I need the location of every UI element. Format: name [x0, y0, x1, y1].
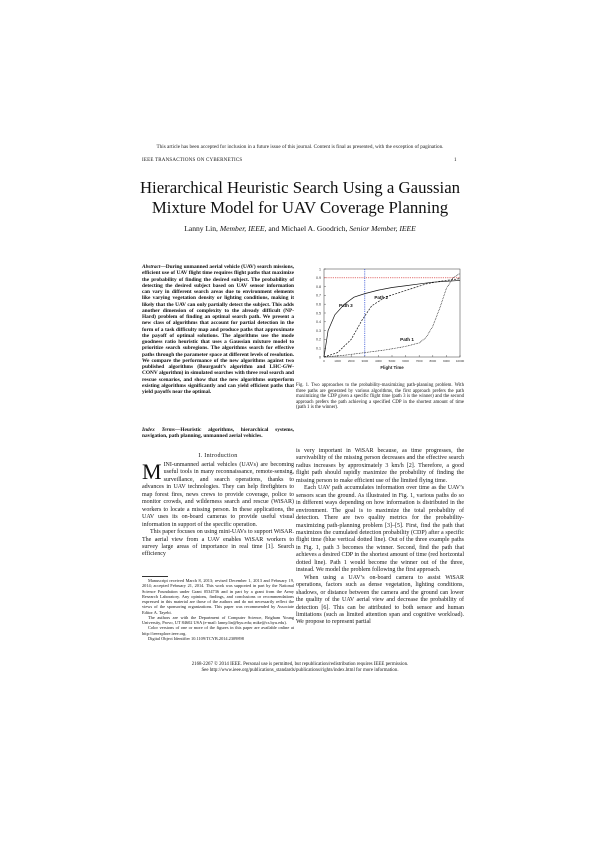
x-axis-label: Flight Time [380, 365, 404, 370]
y-tick-label: 0.2 [316, 337, 321, 342]
abstract [142, 264, 294, 395]
index-terms-lead: Index Terms [142, 427, 175, 433]
author-1: Lanny Lin, [184, 224, 218, 233]
series-label-path-2: Path 2 [374, 294, 389, 300]
x-tick-label: 5000 [388, 359, 396, 363]
abstract-body: —During unmanned aerial vehicle (UAV) search missions, efficient use of UAV flight time requires flight paths that maximize the probability of finding the desired subject. The probability of detecting the desired subject based on UAV sensor information can vary in different search areas due to environment elements like varying vegetation density or lighting conditions, making it likely that the UAV can only partially detect the subject. This adds another dimension of complexity to the already difficult (NP-Hard) problem of finding an optimal search path. We present a new class of algorithms that account for partial detection in the form of a task difficulty map and produce paths that approximate the payoff of optimal solutions. The algorithms use the mode goodness ratio heuristic that uses a Gaussian mixture model to prioritize search subregions. The algorithms search for effective paths through the parameter space at different levels of resolution. We compare the performance of the new algorithms against two published algorithms (Bourgault’s algorithm and LHC-GW-CONV algorithm) in simulated searches with three real search and rescue scenarios, and show that the new algorithms outperform existing algorithms significantly and can yield efficient paths that yield payoffs near the optimal. [142, 264, 294, 395]
paper-title [110, 178, 490, 218]
x-tick-label: 6000 [402, 359, 409, 363]
x-tick-label: 10000 [455, 359, 465, 363]
footnotes [142, 578, 294, 641]
y-tick-label: 0.8 [316, 284, 321, 289]
x-tick-label: 2000 [347, 359, 355, 363]
y-tick-label: 0.1 [316, 346, 321, 351]
right-paragraph-1: is very important in WiSAR because, as time progresses, the survivability of the missing person decreases and the effective search radius increases by approximately 3 km/h [2]. Therefore, a good flight path should rapidly maximize the probability of finding the missing person to make efficient use of the limited flying time. [296, 448, 464, 484]
y-tick-label: 0.6 [316, 302, 321, 307]
x-tick-label: 0 [323, 359, 325, 363]
right-paragraph-3: When using a UAV’s on-board camera to assist WiSAR operations, factors such as dense vegetation, lighting conditions, shadows, or distance between the camera and the ground can lower the quality of the UAV aerial view and decrease the probability of detection [6]. This can be attributed to both sensor and human limitations (such as limited attention span and cognitive workload). We propose to represent partial [296, 574, 464, 626]
copyright-line-1: 2168-2267 © 2014 IEEE. Personal use is permitted, but republication/redistribution requires IEEE permission. [191, 662, 409, 667]
intro-paragraph-1-text: INI-unmanned aerial vehicles (UAVs) are becoming useful tools in many reconnaissance, remote-sensing, surveillance, and search operations, thanks to advances in UAV technologies. They can help firefighters to map forest fires, news crews to provide coverage, police to monitor crowds, and wilderness search and rescue (WiSAR) workers to locate a missing person. In these applications, the UAV uses its on-board cameras to provide useful visual information in support of the specific operation. [142, 462, 294, 528]
footnote-rule [142, 576, 168, 577]
index-terms [142, 427, 294, 440]
chart-layer [316, 267, 465, 370]
x-tick-label: 4000 [375, 359, 382, 363]
acceptance-notice: This article has been accepted for inclusion in a future issue of this journal. Content is final as presented, with the exception of pagination. [156, 144, 444, 150]
y-tick-label: 1 [319, 267, 321, 272]
plot-frame [324, 269, 460, 357]
title-line-2: Mixture Model for UAV Coverage Planning [151, 198, 449, 217]
y-tick-label: 0.4 [316, 320, 321, 325]
copyright-notice [120, 662, 480, 674]
abstract-lead: Abstract [142, 264, 161, 270]
page-number: 1 [454, 158, 457, 163]
y-tick-label: 0 [319, 355, 321, 360]
series-line-path-1 [324, 273, 460, 357]
figure-1-caption: Fig. 1. Two approaches to the probability-maximizing path-planning problem. With three paths are generated by various algorithms, the first approach prefers the path maximizing the CDP given a specific flight time (path 3 is the winner) and the second approach prefers the path achieving a specified CDP in the shortest amount of time (path 1 is the winner). [296, 383, 464, 411]
introduction-text [142, 459, 294, 559]
author-line [110, 224, 490, 233]
author-2: Michael A. Goodrich, [281, 224, 348, 233]
x-tick-label: 8000 [429, 359, 437, 363]
index-terms-body: —Heuristic algorithms, hierarchical systems, navigation, path planning, unmanned aerial vehicles. [142, 427, 294, 440]
y-tick-label: 0.5 [316, 311, 321, 316]
footnote-affiliation: The authors are with the Department of Computer Science, Brigham Young University, Provo, UT 84602 USA (e-mail: lanny.lin@byu.edu; mike@cs.byu.edu). [142, 614, 294, 625]
journal-name: IEEE TRANSACTIONS ON CYBERNETICS [142, 158, 243, 163]
series-label-path-1: Path 1 [400, 337, 414, 343]
y-tick-label: 0.3 [316, 328, 321, 333]
author-connector: and [268, 224, 280, 233]
footnote-doi: Digital Object Identifier 10.1109/TCYB.2014.2309898 [148, 635, 244, 641]
y-tick-label: 0.9 [316, 276, 321, 281]
footnote-color: Color versions of one or more of the figures in this paper are available online at http://ieeexplore.ieee.org. [142, 625, 294, 636]
drop-cap: M [142, 459, 162, 484]
y-tick-label: 0.7 [316, 293, 321, 298]
series-line-path-2 [324, 279, 460, 357]
x-tick-label: 3000 [361, 359, 369, 363]
intro-paragraph-2: This paper focuses on using mini-UAVs to support WiSAR. The aerial view from a UAV enables WiSAR workers to survey large areas of importance in real time [1]. Search efficiency [142, 529, 294, 558]
author-2-role: Senior Member, IEEE [349, 224, 416, 233]
series-label-path-3: Path 3 [338, 302, 353, 308]
x-tick-label: 1000 [334, 359, 341, 363]
right-column-text [296, 448, 464, 627]
intro-paragraph-1 [142, 459, 294, 529]
x-tick-label: 7000 [415, 359, 423, 363]
x-tick-label: 9000 [443, 359, 450, 363]
copyright-line-2: See http://www.ieee.org/publications_standards/publications/rights/index.html for more information. [201, 668, 399, 673]
right-paragraph-2: Each UAV path accumulates information over time as the UAV’s sensors scan the ground. As illustrated in Fig. 1, various paths do so in different ways depending on how information is distributed in the environment. The goal is to maximize the total probability of detection. There are two quality metrics for the probability-maximizing path-planning problem [3]–[5]. First, find the path that maximizes the cumulated detection probability (CDP) after a specific flight time (blue vertical dotted line). Out of the three example paths in Fig. 1, path 3 becomes the winner. Second, find the path that achieves a desired CDP in the shortest amount of time (red horizontal dotted line). Path 1 would become the winner out of the three, instead. We model the problem following the first approach. [296, 485, 464, 574]
footnote-manuscript: Manuscript received March 8, 2013; revised December 1, 2013 and February 19, 2014; accepted February 21, 2014. This work was supported in part by the National Science Foundation under Grant 0534736 and in part by a grant from the Army Research Laboratory. Any opinions, findings, and conclusions or recommendations expressed in this material are those of the authors and do not necessarily reflect the views of the sponsoring organizations. This paper was recommended by Associate Editor A. Tayebi. [142, 578, 294, 615]
author-1-role: Member, IEEE, [219, 224, 267, 233]
title-line-1: Hierarchical Heuristic Search Using a Gaussian [139, 178, 461, 197]
section-heading: I. Introduction [198, 453, 238, 459]
figure-1-chart [300, 263, 468, 381]
